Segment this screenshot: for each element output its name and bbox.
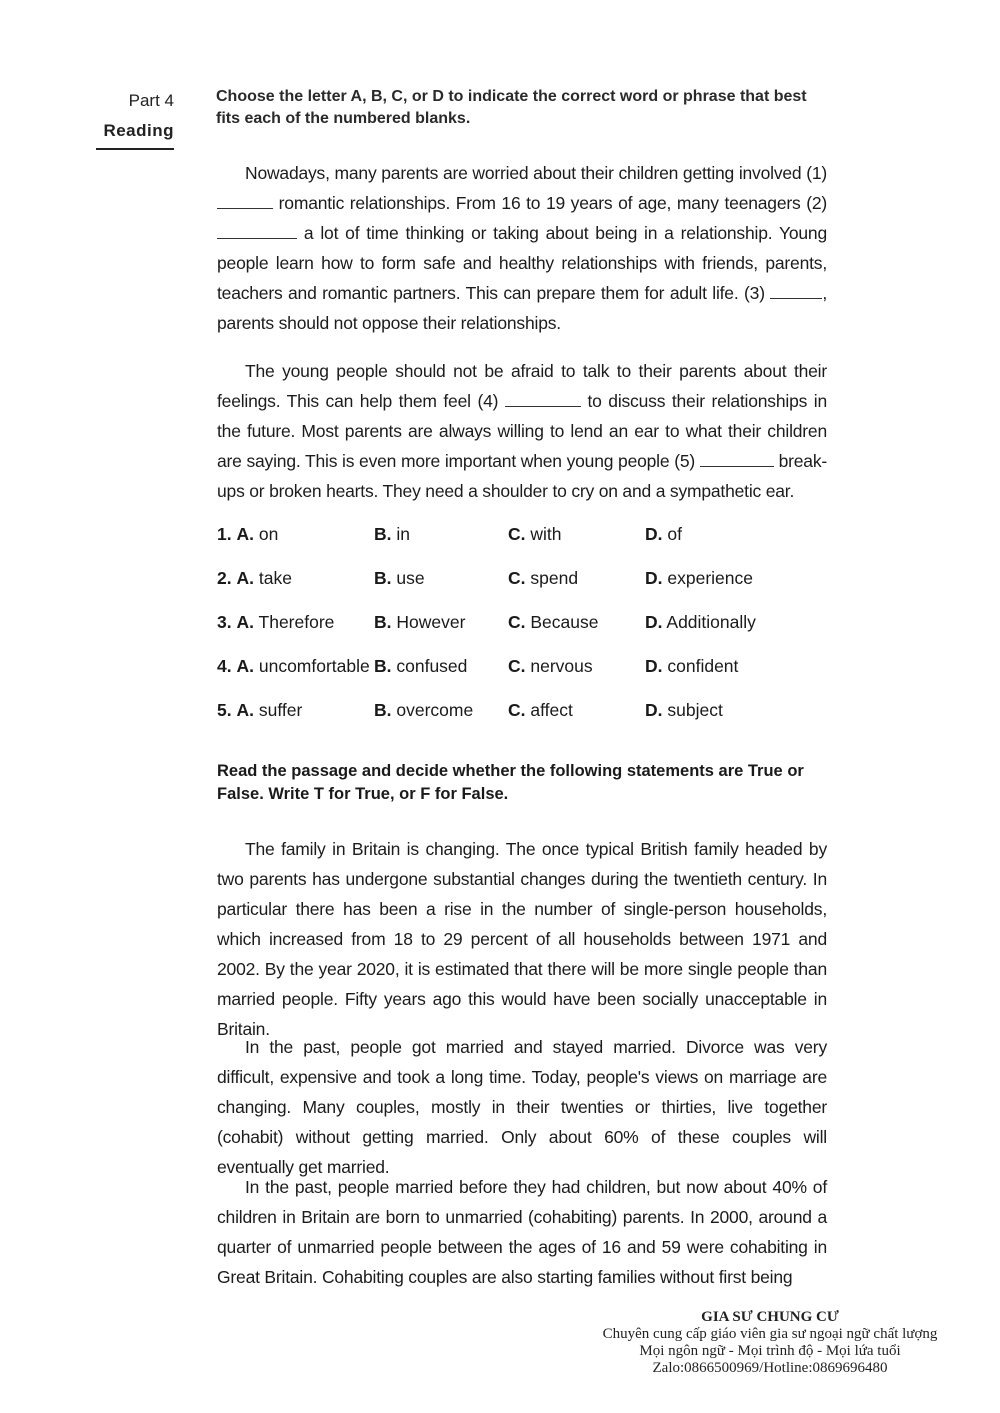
blank-1 xyxy=(217,192,273,209)
passage1-paragraph1 xyxy=(217,158,827,338)
option-a: 4. A. uncomfortable xyxy=(217,655,370,676)
option-d: D. confident xyxy=(645,655,739,676)
part-label xyxy=(96,86,174,150)
passage2-paragraph1: The family in Britain is changing. The once typical British family headed by two parents has undergone substantial changes during the twentieth century. In particular there has been a rise in the number of single-person households, which increased from 18 to 29 percent of all households between 1971 and 2002. By the year 2020, it is estimated that there will be more single people than married people. Fifty years ago this would have been socially unacceptable in Britain. xyxy=(217,839,827,1039)
blank-4 xyxy=(505,390,581,407)
answer-options-table xyxy=(217,512,837,732)
p1-text2: romantic relationships. From 16 to 19 years of age, many teenagers xyxy=(278,193,801,213)
blank-5 xyxy=(700,450,774,467)
blank-1-number: (1) xyxy=(806,163,827,183)
blank-3-number: (3) xyxy=(744,283,765,303)
option-a: 1. A. on xyxy=(217,523,279,544)
question-row xyxy=(217,512,837,556)
footer-title: GIA SƯ CHUNG CƯ xyxy=(701,1309,839,1325)
blank-2 xyxy=(217,222,297,239)
option-a: 5. A. suffer xyxy=(217,699,303,720)
question-row xyxy=(217,644,837,688)
blank-4-number: (4) xyxy=(477,391,499,411)
p1-text4: , parents should not oppose their relationships. xyxy=(217,283,828,333)
question-row xyxy=(217,556,837,600)
section1-instruction: Choose the letter A, B, C, or D to indicate the correct word or phrase that best fits each of the numbered blanks. xyxy=(216,88,807,127)
p2-text1: The young people should not be afraid to talk to their parents about their feelings. This can help them feel xyxy=(217,361,827,411)
option-c: C. affect xyxy=(508,699,573,720)
footer-line-1: Chuyên cung cấp giáo viên gia sư ngoại ngữ chất lượng xyxy=(602,1326,938,1342)
footer-line-2: Mọi ngôn ngữ - Mọi trình độ - Mọi lứa tuổi xyxy=(639,1343,901,1359)
passage1-paragraph2 xyxy=(217,356,827,506)
option-a: 3. A. Therefore xyxy=(217,611,335,632)
option-d: D. Additionally xyxy=(645,611,756,632)
option-c: C. spend xyxy=(508,567,579,588)
p1-text1: Nowadays, many parents are worried about their children getting involved xyxy=(245,163,802,183)
passage2-paragraph3: In the past, people married before they had children, but now about 40% of children in Britain are born to unmarried (cohabiting) parents. In 2000, around a quarter of unmarried people between the ages of 16 and 59 were cohabiting in Great Britain. Cohabiting couples are also starting families without first being xyxy=(217,1177,827,1287)
option-b: B. However xyxy=(374,611,466,632)
option-b: B. use xyxy=(374,567,425,588)
option-c: C. Because xyxy=(508,611,599,632)
question-row xyxy=(217,600,837,644)
option-b: B. overcome xyxy=(374,699,474,720)
option-b: B. in xyxy=(374,523,410,544)
blank-3 xyxy=(770,282,822,299)
option-c: C. with xyxy=(508,523,562,544)
part-number: Part 4 xyxy=(128,91,174,110)
blank-2-number: (2) xyxy=(806,193,827,213)
question-row xyxy=(217,688,837,732)
option-b: B. confused xyxy=(374,655,468,676)
section2-instruction: Read the passage and decide whether the following statements are True or False. Write T for True, or F for False. xyxy=(217,762,804,803)
option-d: D. subject xyxy=(645,699,723,720)
passage2-paragraph2: In the past, people got married and stayed married. Divorce was very difficult, expensive and took a long time. Today, people's views on marriage are changing. Many couples, mostly in their twenties or thirties, live together (cohabit) without getting married. Only about 60% of these couples will eventually get married. xyxy=(217,1037,827,1177)
footer-line-3: Zalo:0866500969/Hotline:0869696480 xyxy=(652,1360,888,1376)
option-d: D. of xyxy=(645,523,682,544)
option-d: D. experience xyxy=(645,567,753,588)
option-c: C. nervous xyxy=(508,655,593,676)
tutor-center-footer xyxy=(560,1309,980,1377)
option-a: 2. A. take xyxy=(217,567,292,588)
part-name: Reading xyxy=(96,116,174,150)
p2-text2: to discuss their relationships in the future. Most parents are always willing to lend an ear to what their children are saying. This is even more important when young people xyxy=(217,391,827,471)
p1-text3: a lot of time thinking or taking about being in a relationship. Young people learn how to form safe and healthy relationships with friends, parents, teachers and romantic partners. This can prepare them for adult life. xyxy=(217,223,827,303)
blank-5-number: (5) xyxy=(674,451,695,471)
p2-text3: break-ups or broken hearts. They need a shoulder to cry on and a sympathetic ear. xyxy=(217,451,827,501)
